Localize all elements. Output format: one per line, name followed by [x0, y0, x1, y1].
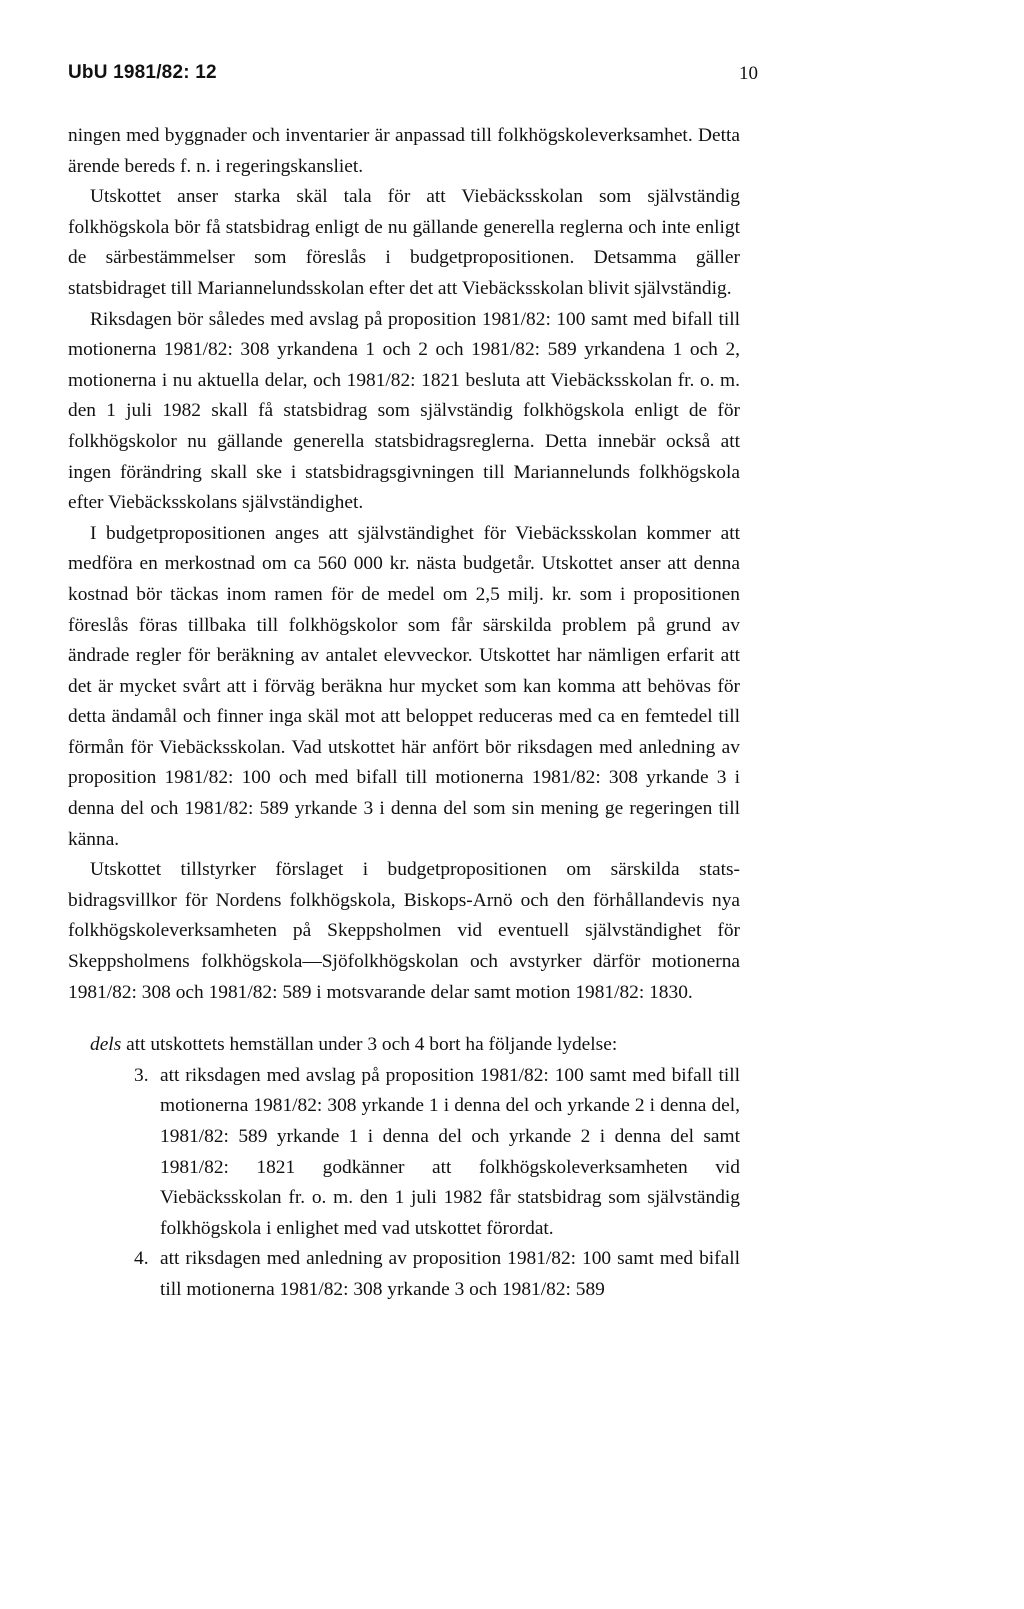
document-reference: UbU 1981/82: 12	[68, 62, 217, 83]
dels-intro	[90, 1030, 740, 1061]
body-text	[68, 121, 740, 1306]
paragraph: Riksdagen bör således med avslag på proposition 1981/82: 100 samt med bifall till motionerna 1981/82: 308 yrkandena 1 och 2 och 1981/82: 589 yrkandena 1 och 2, motionerna i nu aktuella delar, och 1981/82: 1821 besluta att Viebäcksskolan fr. o. m. den 1 juli 1982 skall få statsbidrag som självständig folkhögskola enligt de för folkhögskolor nu gällande generella statsbidragsreglerna. Detta innebär också att ingen förändring skall ske i statsbidragsgivningen till Mariannelunds folkhögskola efter Viebäcksskolans självständighet.	[68, 308, 740, 514]
list-item-text: att riksdagen med anledning av proposition 1981/82: 100 samt med bifall till motionerna 1981/82: 308 yrkande 3 och 1981/82: 589	[160, 1248, 740, 1300]
list-item-number: 4.	[134, 1248, 149, 1270]
paragraph: I budgetpropositionen anges att självständighet för Viebäcksskolan kommer att medföra en merkostnad om ca 560 000 kr. nästa budgetår. Utskottet anser att denna kostnad bör täckas inom ramen för de medel om 2,5 milj. kr. som i propositionen föreslås föras tillbaka till folkhögskolor som får särskilda problem på grund av ändrade regler för beräkning av antalet elevveckor. Utskottet har nämligen erfarit att det är mycket svårt att i förväg beräkna hur mycket som kan komma att behövas för detta ändamål och finner inga skäl mot att beloppet reduceras med ca en femtedel till förmån för Viebäcksskolan. Vad utskottet här anfört bör riksdagen med anledning av proposition 1981/82: 100 och med bifall till motionerna 1981/82: 308 yrkande 3 i denna del och 1981/82: 589 yrkande 3 i denna del som sin mening ge regeringen till känna.	[68, 522, 740, 850]
paragraph: Utskottet anser starka skäl tala för att Viebäcksskolan som självständig folkhögskola bör få statsbidrag enligt de nu gällande generella reglerna och inte enligt de särbestämmelser som föreslås i budgetpropositionen. Detsamma gäller statsbidraget till Mariannelundsskolan efter det att Viebäcksskolan blivit självständig.	[68, 186, 740, 299]
paragraph: Utskottet tillstyrker förslaget i budgetpropositionen om särskilda statsbidragsvillkor för Nordens folkhögskola, Biskops-Arnö och den förhållandevis nya folkhögskoleverksamheten på Skeppsholmen vid eventuell självständighet för Skeppsholmens folkhögskola—Sjöfolkhögskolan och avstyrker därför motionerna 1981/82: 308 och 1981/82: 589 i motsvarande delar samt motion 1981/82: 1830.	[68, 859, 740, 1003]
page-number: 10	[739, 63, 758, 84]
paragraph: ningen med byggnader och inventarier är anpassad till folkhögskoleverksamhet. Detta ärende bereds f. n. i regeringskansliet.	[68, 125, 740, 177]
list-item-number: 3.	[134, 1064, 149, 1086]
dels-italic-word: dels	[90, 1034, 122, 1056]
numbered-list	[68, 1061, 740, 1306]
dels-text: att utskottets hemställan under 3 och 4 bort ha följande lydelse:	[121, 1034, 618, 1056]
page-header	[68, 62, 758, 92]
list-item	[134, 1061, 740, 1245]
list-item-text: att riksdagen med avslag på proposition 1981/82: 100 samt med bifall till motionerna 1981/82: 308 yrkande 1 i denna del och yrkande 2 i denna del, 1981/82: 589 yrkande 1 i denna del och yrkande 2 i denna del samt 1981/82: 1821 godkänner att folkhögskoleverksamheten vid Viebäcksskolan fr. o. m. den 1 juli 1982 får statsbidrag som självständig folkhögskola i enlighet med vad utskottet förordat.	[160, 1064, 740, 1239]
list-item	[134, 1244, 740, 1305]
